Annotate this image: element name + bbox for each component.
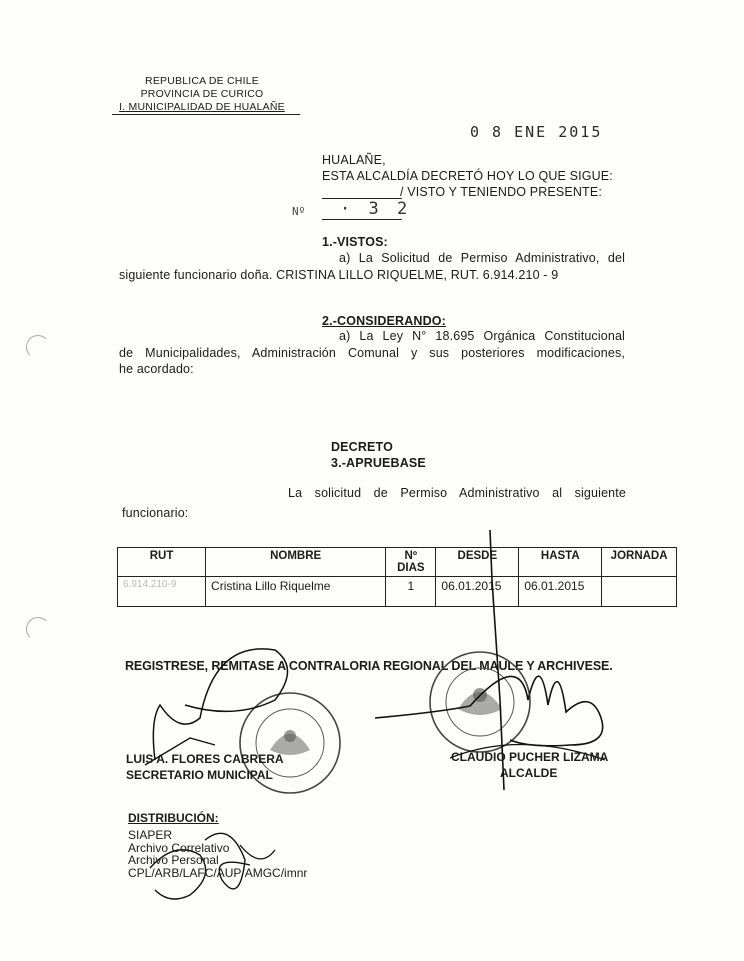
decree-number-underline bbox=[322, 219, 402, 220]
punch-hole-mark-top bbox=[26, 335, 50, 359]
cell-desde: 06.01.2015 bbox=[436, 577, 519, 607]
cell-nombre: Cristina Lillo Riquelme bbox=[206, 577, 386, 607]
col-header-desde: DESDE bbox=[436, 548, 519, 577]
intro-line2: / VISTO Y TENIENDO PRESENTE: bbox=[400, 185, 602, 199]
mayor-title: ALCALDE bbox=[500, 766, 558, 780]
date-stamp: 0 8 ENE 2015 bbox=[470, 123, 603, 141]
decree-number: · 3 2 bbox=[340, 199, 412, 219]
intro-line1: ESTA ALCALDÍA DECRETÓ HOY LO QUE SIGUE: bbox=[322, 169, 613, 183]
col-header-rut: RUT bbox=[118, 548, 206, 577]
considerando-line3: he acordado: bbox=[119, 362, 194, 376]
distribucion-item: Archivo Correlativo bbox=[128, 840, 230, 855]
leave-table bbox=[117, 547, 677, 607]
decreto-line1: La solicitud de Permiso Administrativo al siguiente bbox=[288, 486, 626, 500]
distribucion-list bbox=[128, 829, 307, 879]
letterhead-province: PROVINCIA DE CURICO bbox=[140, 88, 264, 100]
cell-rut: 6.914.210-9 bbox=[118, 577, 206, 607]
col-header-jornada: JORNADA bbox=[602, 548, 677, 577]
registrese-line: REGISTRESE, REMITASE A CONTRALORIA REGIONAL DEL MAULE Y ARCHIVESE. bbox=[125, 659, 613, 673]
letterhead bbox=[112, 75, 292, 114]
distribucion-item: CPL/ARB/LAFC/AUP/AMGC/imnr bbox=[128, 865, 308, 880]
decreto-subheading: 3.-APRUEBASE bbox=[331, 456, 426, 470]
cell-dias: 1 bbox=[386, 577, 436, 607]
distribucion-item: Archivo Personal bbox=[128, 853, 219, 867]
municipal-seal-right bbox=[425, 647, 535, 757]
mayor-name: CLAUDIO PUCHER LIZAMA bbox=[451, 750, 609, 764]
cell-hasta: 06.01.2015 bbox=[519, 577, 602, 607]
considerando-heading: 2.-CONSIDERANDO: bbox=[322, 314, 446, 328]
considerando-line2: de Municipalidades, Administración Comunal y sus posteriores modificaciones, bbox=[119, 346, 625, 360]
col-header-nombre: NOMBRE bbox=[206, 548, 386, 577]
table-header-row bbox=[118, 548, 677, 577]
decreto-heading: DECRETO bbox=[331, 440, 393, 454]
cell-jornada bbox=[602, 577, 677, 607]
decree-number-prefix: Nº bbox=[292, 205, 306, 218]
vistos-line2: siguiente funcionario doña. CRISTINA LILLO RIQUELME, RUT. 6.914.210 - 9 bbox=[119, 268, 559, 282]
col-header-dias: Nº DIAS bbox=[386, 548, 436, 577]
intro-place: HUALAÑE, bbox=[322, 153, 386, 167]
distribucion-heading: DISTRIBUCIÓN: bbox=[128, 811, 219, 825]
decreto-line2: funcionario: bbox=[122, 506, 189, 520]
secretary-title: SECRETARIO MUNICIPAL bbox=[126, 768, 273, 782]
punch-hole-mark-bottom bbox=[26, 617, 50, 641]
letterhead-country: REPUBLICA DE CHILE bbox=[145, 75, 259, 87]
distribucion-item: SIAPER bbox=[128, 828, 173, 842]
vistos-heading: 1.-VISTOS: bbox=[322, 235, 388, 249]
letterhead-underline bbox=[112, 114, 300, 115]
table-row bbox=[118, 577, 677, 607]
col-header-hasta: HASTA bbox=[519, 548, 602, 577]
considerando-line1: a) La Ley N° 18.695 Orgánica Constitucional bbox=[339, 329, 625, 343]
secretary-name: LUIS A. FLORES CABRERA bbox=[126, 752, 284, 766]
letterhead-municipality: I. MUNICIPALIDAD DE HUALAÑE bbox=[119, 101, 285, 113]
vistos-line1: a) La Solicitud de Permiso Administrativo, del bbox=[339, 251, 625, 265]
